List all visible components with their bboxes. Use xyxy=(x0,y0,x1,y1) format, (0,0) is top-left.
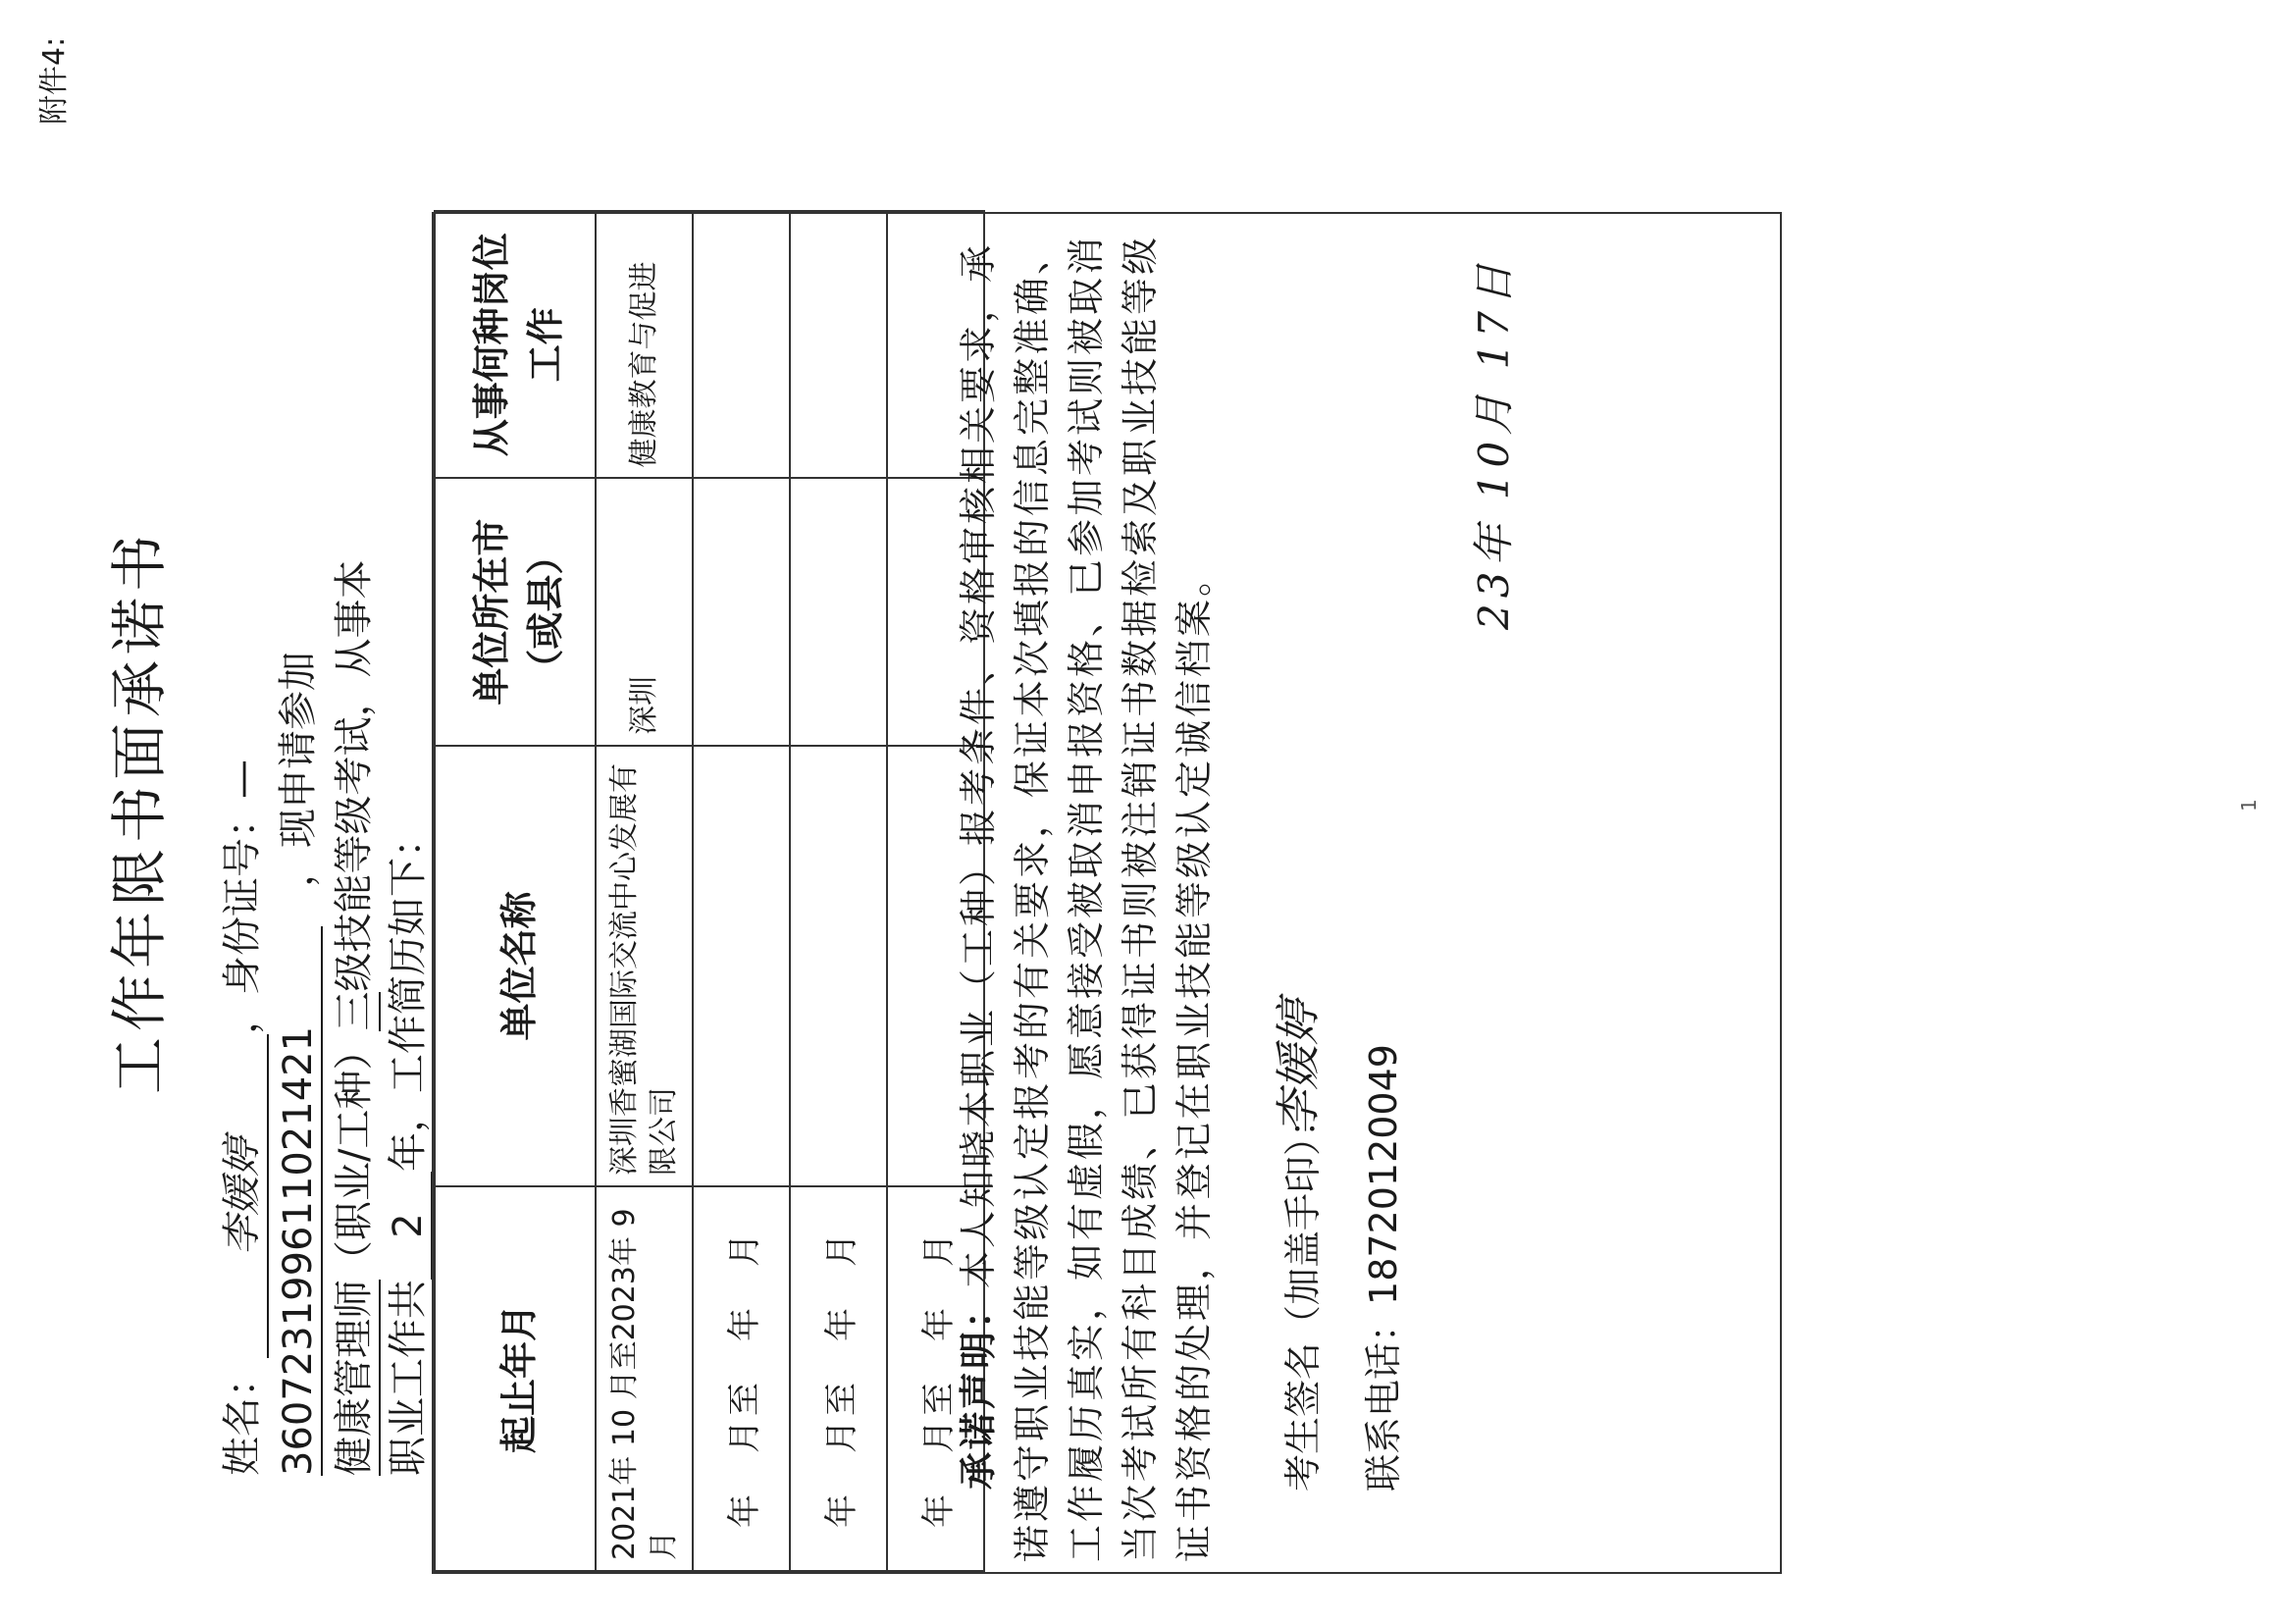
header-period: 起止年月 xyxy=(435,1186,596,1571)
pledge-label: 承诺声明： xyxy=(957,1287,1000,1490)
id-label: ，身份证号： xyxy=(220,799,265,1034)
header-line-4 xyxy=(377,818,433,1476)
header-position: 从事何种岗位工作 xyxy=(435,211,596,478)
phone-value: 18720120049 xyxy=(1362,1044,1405,1305)
phone-label: 联系电话： xyxy=(1362,1304,1405,1492)
name-value: 李媛婷 xyxy=(211,1034,269,1358)
name-label: 姓名： xyxy=(220,1358,265,1476)
table-header-row xyxy=(435,211,596,1571)
occupation-suffix: （职业/工种） xyxy=(332,1030,377,1280)
row-period: 年 月至 年 月 xyxy=(790,1186,887,1571)
phone-line xyxy=(1353,1044,1407,1492)
row-position xyxy=(693,211,790,478)
table-row xyxy=(596,211,693,1571)
row-position: 健康教育与促进 xyxy=(596,211,693,478)
work-text-2: 年，工作简历如下： xyxy=(386,818,431,1172)
row-period: 2021年 10 月至2023年 9 月 xyxy=(596,1186,693,1571)
page-number: 1 xyxy=(2237,799,2261,812)
occupation-value: 健康管理师 xyxy=(323,1280,381,1476)
signature-date: 23年 10月 17日 xyxy=(1470,257,1518,630)
signature-label: 考生签名（加盖手印）： xyxy=(1281,1099,1325,1492)
row-company xyxy=(790,746,887,1186)
row-city xyxy=(693,478,790,745)
apply-text: ，现申请参加 xyxy=(276,652,321,887)
table-row xyxy=(693,211,790,1571)
row-company xyxy=(693,746,790,1186)
pledge-statement xyxy=(952,210,1222,1572)
attachment-label: 附件4: xyxy=(37,36,72,125)
level-text: 级技能等级考试，从事本 xyxy=(332,559,377,992)
row-company: 深圳香蜜湖国际交流中心发展有限公司 xyxy=(596,746,693,1186)
years-value: 2 xyxy=(386,1172,433,1280)
page-title: 工作年限书面承诺书 xyxy=(106,529,173,1095)
work-history-table xyxy=(434,210,985,1572)
row-city xyxy=(790,478,887,745)
level-value: 三 xyxy=(323,992,381,1031)
header-city: 单位所在市（或县） xyxy=(435,478,596,745)
id-prefix: — xyxy=(220,759,265,799)
row-period: 年 月至 年 月 xyxy=(887,1186,984,1571)
pledge-text: 本人知晓本职业（工种）报考条件、资格审核相关要求，承诺遵守职业技能等级认定报考的有关要求，保证本次填报的信息完整准确、工作履历真实，如有虚假，愿意接受被取消申报资格、已参加考试则被取消当次考试所有科目成绩、已获得证书则被注销证书数据检索及职业技能等级证书资格的处理，并登记在职业技能等级认定诚信档案。 xyxy=(957,234,1216,1562)
row-period: 年 月至 年 月 xyxy=(693,1186,790,1571)
work-text-1: 职业工作共 xyxy=(386,1280,431,1476)
header-line-1 xyxy=(211,759,269,1476)
header-company: 单位名称 xyxy=(435,746,596,1186)
row-position xyxy=(790,211,887,478)
header-line-2 xyxy=(267,652,323,1476)
form-box xyxy=(432,212,1782,1574)
table-row xyxy=(790,211,887,1571)
header-line-3 xyxy=(323,560,381,1476)
handwritten-signature: 李媛婷 xyxy=(1272,1000,1325,1135)
id-value: 360723199611021421 xyxy=(276,926,323,1476)
row-city: 深圳 xyxy=(596,478,693,745)
